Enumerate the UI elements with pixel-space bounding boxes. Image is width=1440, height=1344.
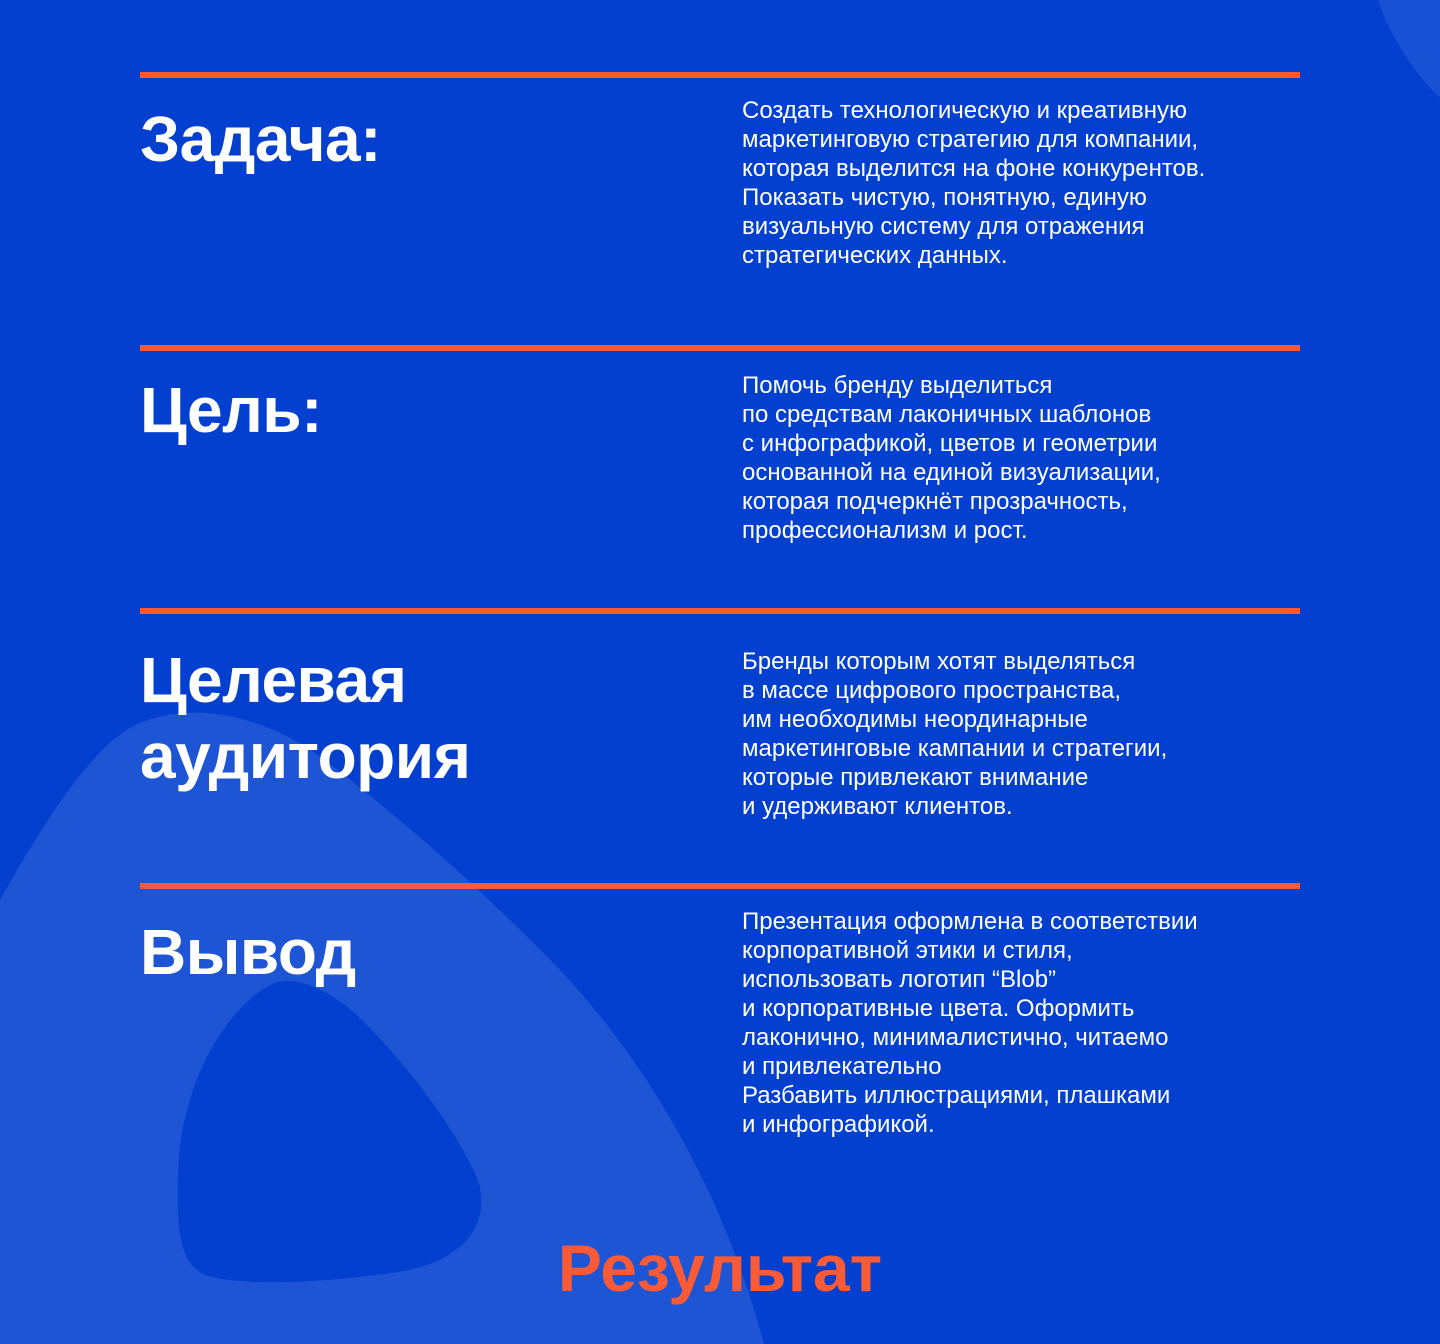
top-right-blob: [1378, 0, 1440, 98]
result-title: Результат: [557, 1231, 883, 1305]
section-divider: [140, 883, 1300, 889]
section-body: Презентация оформлена в соответствии корпоративной этики и стиля, использовать логотип “Blob” и корпоративные цвета. Оформить лаконично, минималистично, читаемо и привлекательно Разбавить иллюстрациями, плашками и инфографикой.: [742, 908, 1198, 1138]
section-body: Бренды которым хотят выделяться в массе цифрового пространства, им необходимы неординарные маркетинговые кампании и стратегии, которые привлекают внимание и удерживают клиентов.: [742, 648, 1168, 820]
section-title: Вывод: [140, 916, 356, 988]
section-body: Создать технологическую и креативную маркетинговую стратегию для компании, которая выделится на фоне конкурентов. Показать чистую, понятную, единую визуальную систему для отражения стратегических данных.: [742, 97, 1206, 269]
section-title: Целевая аудитория: [140, 644, 471, 792]
section-divider: [140, 72, 1300, 78]
section-title: Задача:: [140, 103, 381, 175]
section-title: Цель:: [140, 374, 322, 446]
section-divider: [140, 608, 1300, 614]
section-divider: [140, 345, 1300, 351]
section-body: Помочь бренду выделиться по средствам лаконичных шаблонов с инфографикой, цветов и геометрии основанной на единой визуализации, которая подчеркнёт прозрачность, профессионализм и рост.: [742, 372, 1161, 544]
